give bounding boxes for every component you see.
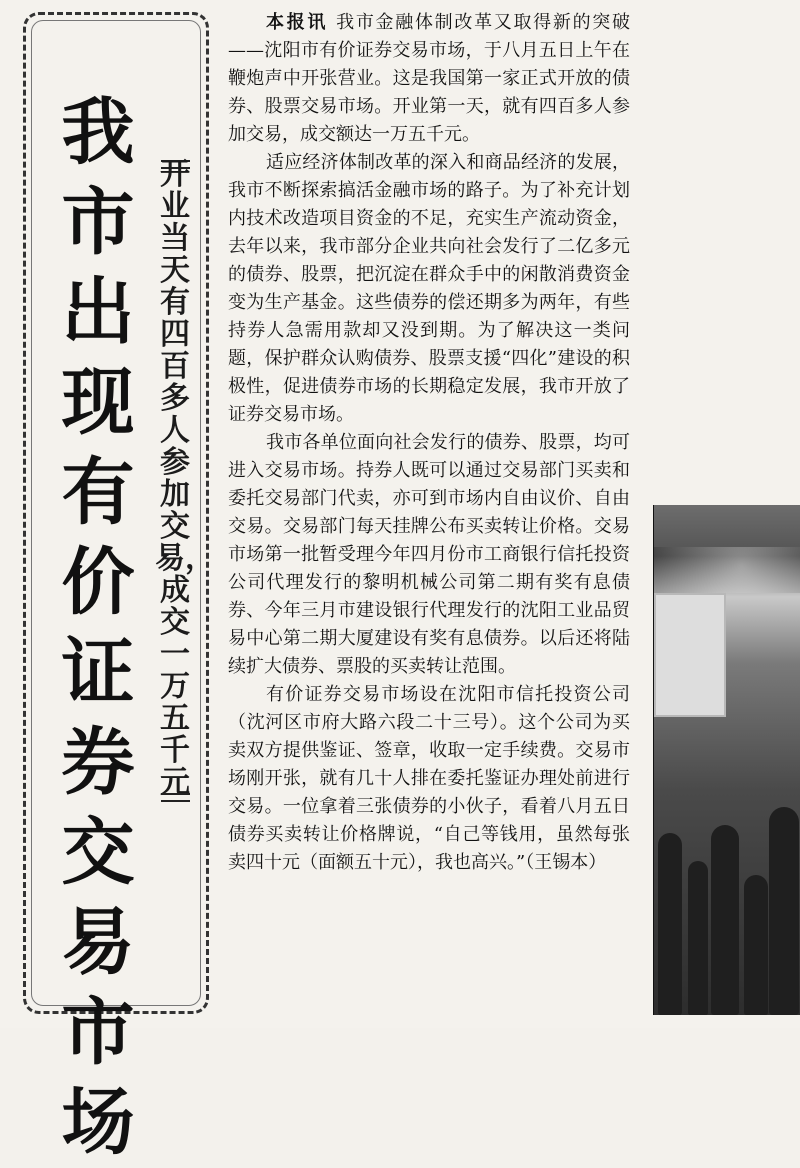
subtitle-bottom-rule bbox=[161, 793, 190, 802]
article-paragraph-1 bbox=[228, 9, 786, 149]
article-paragraph-3: 我市各单位面向社会发行的债券、股票，均可进入交易市场。持券人既可以通过交易部门买卖和委托交易部门代卖，亦可到市场内自由议价、自由交易。交易部门每天挂牌公布买卖转让价格。交易市场第一批暂受理今年四月份市工商银行信托投资公司代理发行的黎明机械公司第二期有奖有息债券、今年三月市建设银行代理发行的沈阳工业品贸易中心第二期大厦建设有奖有息债券。以后还将陆续扩大债券、票股的买卖转让范围。 bbox=[228, 432, 630, 677]
photo-sign-board bbox=[654, 593, 726, 717]
article-tag: 本报讯 bbox=[266, 12, 329, 33]
photo-person-silhouette bbox=[688, 861, 708, 1015]
photo-person-silhouette bbox=[711, 825, 739, 1015]
photo-person-silhouette bbox=[769, 807, 799, 1015]
headline-title: 我市出现有价证券交易市场 bbox=[61, 90, 135, 1165]
photo-background-highlight bbox=[654, 547, 800, 593]
headline-subtitle: 开业当天有四百多人参加交易，成交一万五千元 bbox=[155, 157, 215, 800]
article-paragraph-4: 有价证券交易市场设在沈阳市信托投资公司（沈河区市府大路六段二十三号）。这个公司为买卖双方提供鉴证、签章，收取一定手续费。交易市场刚开张，就有几十人排在委托鉴证办理处前进行交易。一位拿着三张债券的小伙子，看着八月五日债券买卖转让价格牌说，“自己等钱用，虽然每张卖四十元（面额五十元），我也高兴。”（王锡本） bbox=[228, 684, 630, 873]
news-photo bbox=[653, 505, 800, 1015]
photo-person-silhouette bbox=[658, 833, 682, 1015]
article-paragraph-1-text: 我市金融体制改革又取得新的突破——沈阳市有价证券交易市场，于八月五日上午在鞭炮声中开张营业。这是我国第一家正式开放的债券、股票交易市场。开业第一天，就有四百多人参加交易，成交额达一万五千元。 bbox=[228, 12, 631, 145]
photo-person-silhouette bbox=[744, 875, 768, 1015]
article-paragraph-2: 适应经济体制改革的深入和商品经济的发展，我市不断探索搞活金融市场的路子。为了补充计划内技术改造项目资金的不足，充实生产流动资金，去年以来，我市部分企业共向社会发行了二亿多元的债券、股票，把沉淀在群众手中的闲散消费资金变为生产基金。这些债券的偿还期多为两年，有些持券人急需用款却又没到期。为了解决这一类问题，保护群众认购债券、股票支援“四化”建设的积极性，促进债券市场的长期稳定发展，我市开放了证券交易市场。 bbox=[228, 152, 630, 425]
